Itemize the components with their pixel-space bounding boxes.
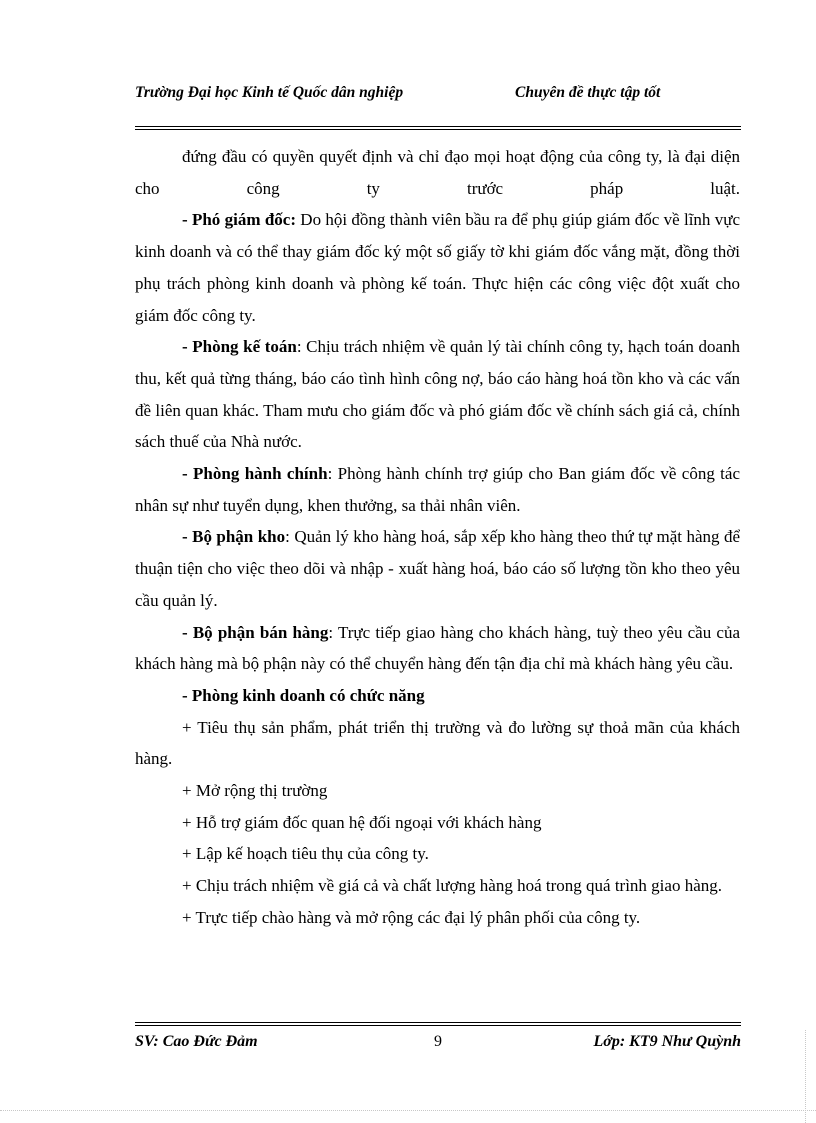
paragraph-3-text: : Phòng hành chính trợ giúp cho Ban giám đốc về công tác nhân sự như tuyển dụng, khen thưởng, sa thải nhân viên. — [135, 464, 741, 515]
footer-student: SV: Cao Đức Đảm — [135, 1033, 258, 1050]
page-edge-dotted-horizontal — [0, 1110, 816, 1111]
footer-class: Lớp: KT9 Như Quỳnh — [593, 1033, 741, 1050]
footer-rule-top — [135, 1022, 741, 1023]
paragraph-6 — [135, 680, 740, 712]
paragraph-5-text: : Trực tiếp giao hàng cho khách hàng, tuỳ theo yêu cầu của khách hàng mà bộ phận này có thể chuyển hàng đến tận địa chỉ mà khách hàng yêu cầu. — [135, 622, 740, 674]
paragraph-3-lead: - Phòng hành chính — [182, 464, 328, 484]
paragraph-4-text: : Quản lý kho hàng hoá, sắp xếp kho hàng theo thứ tự mặt hàng để thuận tiện cho việc theo dõi và nhập - xuất hàng hoá, báo cáo số lượng tồn kho theo yêu cầu quản lý. — [135, 527, 740, 610]
paragraph-4 — [135, 521, 740, 616]
list-item-3: + Hỗ trợ giám đốc quan hệ đối ngoại với khách hàng — [182, 812, 542, 832]
page-footer — [135, 1030, 741, 1054]
paragraph-2-lead: - Phòng kế toán — [182, 337, 297, 357]
list-item-2: + Mở rộng thị trường — [182, 781, 328, 801]
paragraph-3 — [135, 458, 740, 521]
header-school: Trường Đại học Kinh tế Quốc dân nghiệp — [135, 84, 404, 101]
paragraph-2-text: : Chịu trách nhiệm về quản lý tài chính công ty, hạch toán doanh thu, kết quả từng tháng, báo cáo tình hình công nợ, báo cáo hàng hoá tồn kho và các vấn đề liên quan khác. Tham mưu cho giám đốc và phó giám đốc về chính sách giá cả, chính sách thuế của Nhà nước. — [135, 337, 740, 452]
paragraph-1-lead: - Phó giám đốc: — [182, 210, 296, 230]
paragraph-5 — [135, 617, 740, 680]
footer-rule-bottom — [135, 1025, 741, 1026]
paragraph-6-lead: - Phòng kinh doanh có chức năng — [182, 685, 425, 705]
paragraph-4-lead: - Bộ phận kho — [182, 527, 286, 547]
paragraph-2 — [135, 331, 740, 458]
document-body — [135, 141, 740, 934]
list-item-1: + Tiêu thụ sản phẩm, phát triển thị trường và đo lường sự thoả mãn của khách hàng. — [135, 717, 740, 769]
paragraph-0 — [135, 141, 740, 204]
header-rule-bottom — [135, 129, 741, 130]
list-item-4: + Lập kế hoạch tiêu thụ của công ty. — [182, 844, 429, 864]
list-item-5: + Chịu trách nhiệm về giá cả và chất lượng hàng hoá trong quá trình giao hàng. — [182, 876, 722, 896]
paragraph-5-lead: - Bộ phận bán hàng — [182, 622, 329, 642]
header-rule-top — [135, 126, 741, 127]
page-edge-dotted-vertical — [805, 1030, 806, 1123]
header-report-type: Chuyên đề thực tập tốt — [515, 84, 661, 101]
paragraph-1 — [135, 204, 740, 331]
page-header — [135, 83, 741, 127]
list-item-6: + Trực tiếp chào hàng và mở rộng các đại lý phân phối của công ty. — [182, 907, 641, 927]
paragraph-0-text: đứng đầu có quyền quyết định và chỉ đạo mọi hoạt động của công ty, là đại diện cho công ty trước pháp luật. — [135, 147, 740, 198]
paragraph-1-text: Do hội đồng thành viên bầu ra để phụ giúp giám đốc về lĩnh vực kinh doanh và có thể thay giám đốc ký một số giấy tờ khi giám đốc vắng mặt, đồng thời phụ trách phòng kinh doanh và phòng kế toán. Thực hiện các công việc đột xuất cho giám đốc công ty. — [135, 210, 740, 325]
page-number: 9 — [434, 1033, 442, 1050]
